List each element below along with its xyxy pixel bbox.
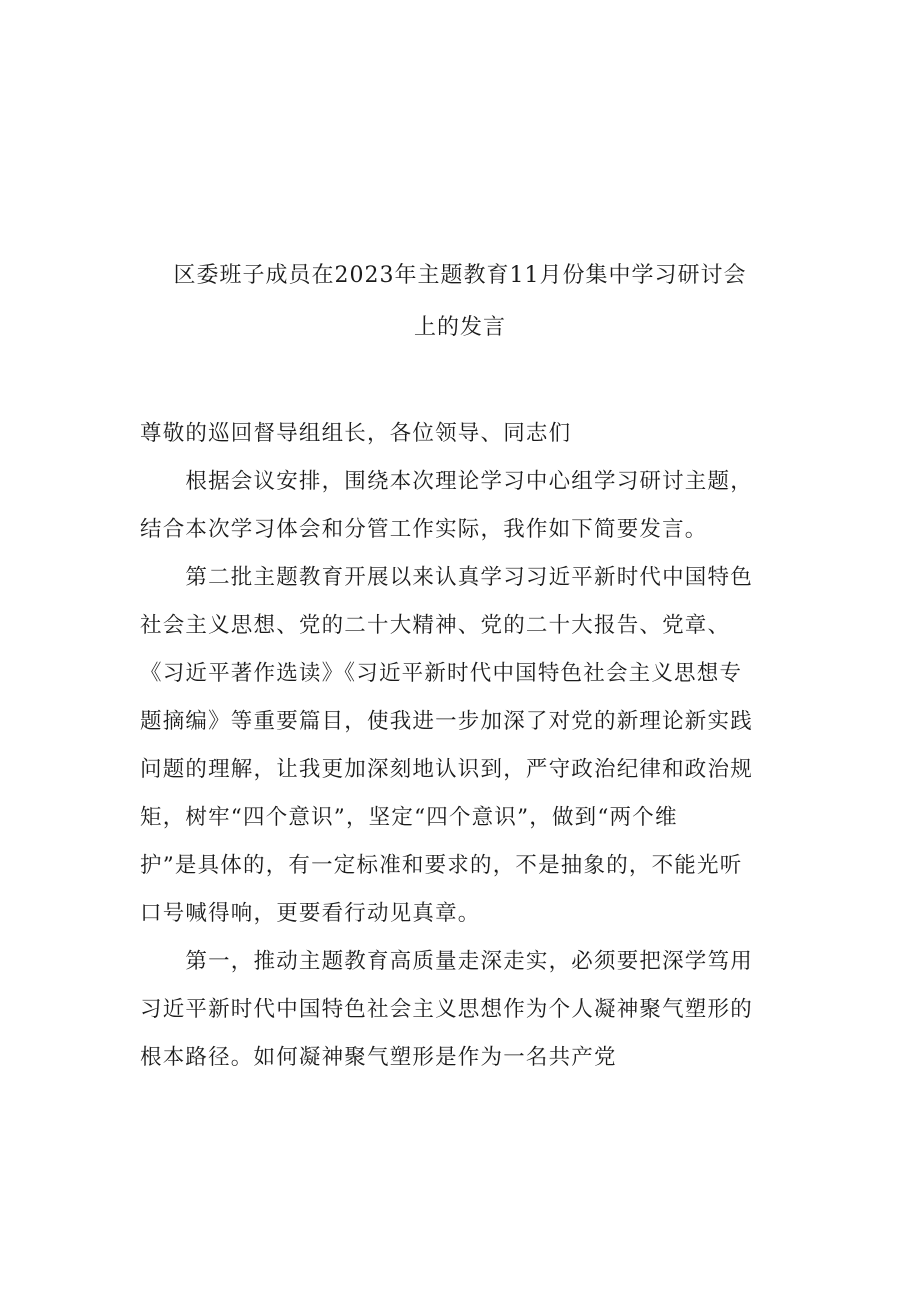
body-line: 口号喊得响，更要看行动见真章。 [140, 901, 481, 926]
document-title-line-2: 上的发言 [413, 315, 506, 340]
document-title-line-1: 区委班子成员在2023年主题教育11月份集中学习研讨会 [173, 263, 747, 288]
body-line: 《习近平著作选读》《习近平新时代中国特色社会主义思想专 [140, 661, 743, 686]
salutation: 尊敬的巡回督导组组长，各位领导、同志们 [140, 421, 572, 446]
body-line: 问题的理解，让我更加深刻地认识到，严守政治纪律和政治规 [140, 757, 753, 782]
body-line: 第二批主题教育开展以来认真学习习近平新时代中国特色 [140, 565, 753, 590]
body-line: 社会主义思想、党的二十大精神、党的二十大报告、党章、 [140, 613, 731, 638]
body-line: 结合本次学习体会和分管工作实际，我作如下简要发言。 [140, 517, 708, 542]
body-line: 第一，推动主题教育高质量走深走实，必须要把深学笃用 [140, 949, 753, 974]
body-line: 题摘编》等重要篇目，使我进一步加深了对党的新理论新实践 [140, 709, 753, 734]
body-line: 习近平新时代中国特色社会主义思想作为个人凝神聚气塑形的 [140, 997, 753, 1022]
body-line: 根本路径。如何凝神聚气塑形是作为一名共产党 [140, 1045, 617, 1070]
body-line: 根据会议安排，围绕本次理论学习中心组学习研讨主题， [140, 469, 753, 494]
body-line: 矩，树牢“四个意识”，坚定“四个意识”，做到“两个维 [140, 805, 678, 830]
body-line: 护”是具体的，有一定标准和要求的，不是抽象的，不能光听 [140, 853, 743, 878]
